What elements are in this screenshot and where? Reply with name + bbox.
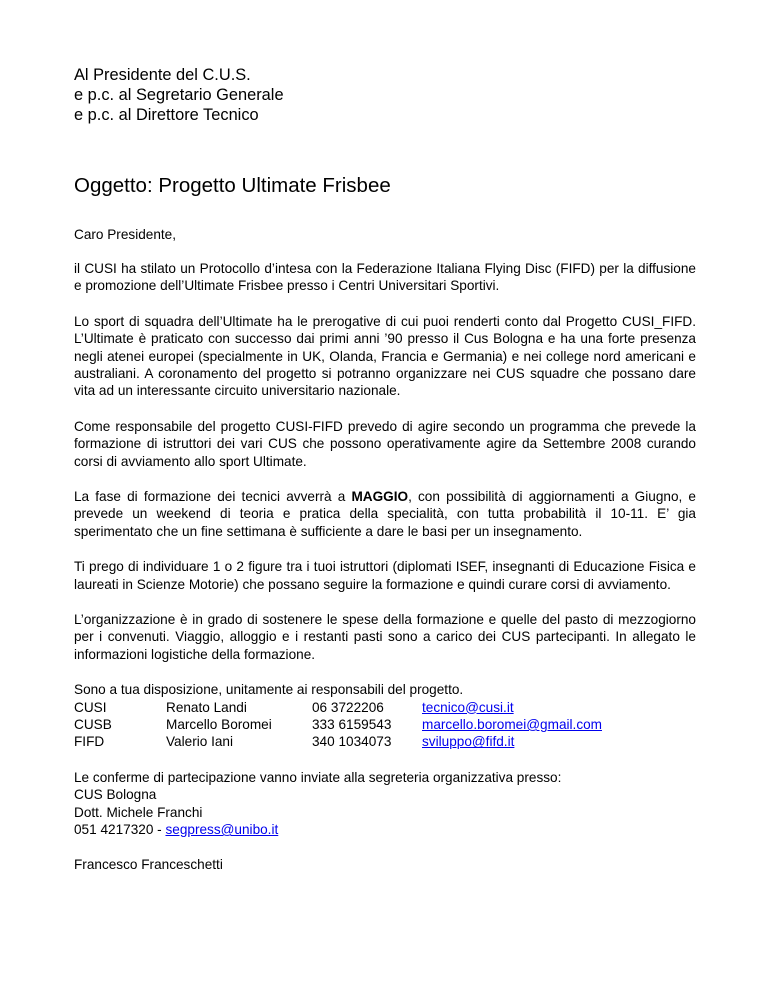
- training-month: MAGGIO: [351, 488, 409, 504]
- recipient-technical-director: e p.c. al Direttore Tecnico: [74, 106, 259, 124]
- contact-email-cell: [422, 716, 602, 733]
- recipients-block: [74, 65, 284, 125]
- letter-body: [74, 226, 696, 874]
- confirmation-contact-line: [74, 821, 696, 838]
- confirmation-block: [74, 769, 696, 839]
- contact-email-link[interactable]: tecnico@cusi.it: [422, 699, 514, 715]
- contact-row: [74, 716, 602, 733]
- paragraph-ultimate-sport: Lo sport di squadra dell’Ultimate ha le prerogative di cui puoi renderti conto dal Progetto CUSI_FIFD. L’Ultimate è praticato con successo dai primi anni ’90 presso il Cus Bologna e ha una forte presenza negli atenei europei (specialmente in UK, Olanda, Francia e Germania) e nei college nord americani e australiani. A coronamento del progetto si potranno organizzare nei CUS squadre che possano dare vita ad un interessante circuito universitario nazionale.: [74, 313, 696, 399]
- contacts-table: [74, 699, 602, 751]
- contact-row: [74, 733, 602, 750]
- confirmation-org: CUS Bologna: [74, 787, 157, 803]
- contact-org: FIFD: [74, 734, 105, 750]
- training-text-after: , con possibilità di aggiornamenti a Giugno, e prevede un weekend di teoria e pratica della specialità, con tutta probabilità il 10-11. E’ gia sperimentato che un fine settimana è sufficiente a dare le basi per un insegnamento.: [74, 488, 696, 539]
- contact-email-cell: [422, 733, 602, 750]
- paragraph-program: Come responsabile del progetto CUSI-FIFD prevedo di agire secondo un programma che prevede la formazione di istruttori dei vari CUS che possono operativamente agire da Settembre 2008 curando corsi di avviamento allo sport Ultimate.: [74, 418, 696, 469]
- subject-line: Oggetto: Progetto Ultimate Frisbee: [74, 174, 391, 197]
- contact-email-link[interactable]: marcello.boromei@gmail.com: [422, 717, 602, 733]
- signature: Francesco Franceschetti: [74, 857, 223, 873]
- recipient-president: Al Presidente del C.U.S.: [74, 66, 251, 84]
- confirmation-person: Dott. Michele Franchi: [74, 804, 203, 820]
- paragraph-training-schedule: [74, 488, 696, 540]
- paragraph-protocol: il CUSI ha stilato un Protocollo d’intesa con la Federazione Italiana Flying Disc (FIFD) per la diffusione e promozione dell’Ultimate Frisbee presso i Centri Universitari Sportivi.: [74, 260, 696, 294]
- recipient-general-secretary: e p.c. al Segretario Generale: [74, 86, 284, 104]
- salutation: Caro Presidente,: [74, 227, 177, 242]
- paragraph-expenses: L’organizzazione è in grado di sostenere le spese della formazione e quelle del pasto di mezzogiorno per i convenuti. Viaggio, alloggio e i restanti pasti sono a carico dei CUS partecipanti. In allegato le informazioni logistiche della formazione.: [74, 612, 696, 662]
- contact-name: Marcello Boromei: [166, 717, 272, 733]
- paragraph-instructors: Ti prego di individuare 1 o 2 figure tra i tuoi istruttori (diplomati ISEF, insegnanti di Educazione Fisica e laureati in Scienze Motorie) che possano seguire la formazione e quindi curare corsi di avviamento.: [74, 559, 696, 592]
- contact-org: CUSB: [74, 717, 112, 733]
- contact-phone: 340 1034073: [312, 734, 392, 750]
- contact-email-cell: [422, 699, 602, 716]
- contact-row: [74, 699, 602, 716]
- contact-phone: 06 3722206: [312, 699, 384, 715]
- contact-email-link[interactable]: sviluppo@fifd.it: [422, 734, 515, 750]
- contact-name: Renato Landi: [166, 699, 247, 715]
- confirmation-intro: Le conferme di partecipazione vanno inviate alla segreteria organizzativa presso:: [74, 769, 562, 785]
- confirmation-phone: 051 4217320 -: [74, 822, 166, 838]
- contact-org: CUSI: [74, 699, 107, 715]
- training-text-before: La fase di formazione dei tecnici avverrà a: [74, 488, 352, 504]
- contacts-intro: Sono a tua disposizione, unitamente ai responsabili del progetto.: [74, 682, 464, 698]
- confirmation-email-link[interactable]: segpress@unibo.it: [165, 822, 279, 838]
- contact-phone: 333 6159543: [312, 717, 392, 733]
- contact-name: Valerio Iani: [166, 734, 233, 750]
